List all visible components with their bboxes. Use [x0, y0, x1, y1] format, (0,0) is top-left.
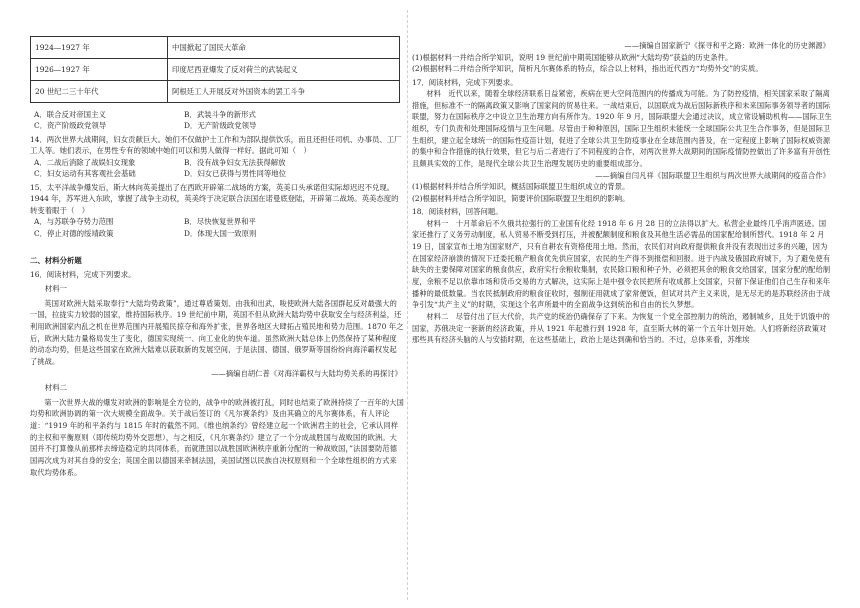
material-label: 材料一: [44, 284, 67, 294]
q17-material-source: ——摘编自闫凡祥《国际联盟卫生组织与两次世界大战期间的疫苗合作》: [595, 170, 830, 180]
material-label: 材料二: [44, 383, 67, 393]
option-b: B．武装斗争的新形式: [184, 110, 256, 119]
q14-stem: 14．两次世界大战期间，妇女贡献巨大。她们不仅做护士工作和为部队提供饮乐，而且还担任司机、办事员、工厂工人等。她们表示，在男性专有的领域中她们可以和男人做得一样好。据此可知（ ）: [30, 134, 402, 156]
option-a: A．与苏联争夺势力范围: [34, 217, 114, 227]
option-a: A．联合反对帝国主义: [34, 110, 106, 119]
column-divider: [407, 10, 408, 600]
q18-material-2: 材料二 尽管付出了巨大代价，共产党的统治仍确保存了下来。为恢复一个党全部控制力的统治，遏制城乡，且处于饥饿中的国家，苏俄决定一套新的经济政策，并从 1921 年起推行到 1928 年，直至斯大林的第一个五年计划开始。人们将新经济政策对那些具有经济头脑的人与安插时期，在这些基础上，政治上是达到确和恰当的。不过，总体来看，苏维埃: [412, 311, 830, 345]
option-d: D．无产阶级政党领导: [184, 121, 257, 131]
q15-stem: 15．太平洋战争爆发后，斯大林向英美提出了在西欧开辟第二战场的方案，英美口头承诺但实际却迟迟不兑现。1944 年，苏军进入东欧，掌握了战争主动权，英美终于决定联合法国在诺曼底登陆，开辟第二战场。英美态度的转变着眼于（ ）: [30, 182, 399, 215]
q15-options: [34, 216, 404, 239]
q13-table: [30, 36, 400, 103]
option-b: B．尽快恢复世界和平: [184, 217, 256, 227]
option-c: C．资产阶级政党领导: [34, 121, 107, 131]
q16-stem: 16．阅读材料，完成下列要求。: [30, 269, 136, 279]
q17-stem: 17．阅读材料，完成下列要求。: [412, 77, 518, 87]
left-column: [30, 0, 404, 477]
table-row: [31, 81, 400, 103]
q16-requirement-1: (1)根据材料一并结合所学知识，说明 19 世纪前中期英国能够从欧洲“大陆均势”获益的历史条件。: [412, 52, 733, 62]
table-cell: 中国掀起了国民大革命: [168, 37, 400, 59]
table-cell: 20 世纪二三十年代: [31, 81, 168, 103]
option-c: C．停止对德的绥靖政策: [34, 228, 114, 238]
table-cell: 1924—1927 年: [31, 37, 168, 59]
q16-material-1: 英国对欧洲大陆采取奉行“大陆均势政策”，通过尊盾策划、由我和出武，唆使欧洲大陆各国群起反对最强大的一国，拉拢实力较弱的国家，维持国际秩序。19 世纪前中期，英国不但从欧洲大陆均势中获取安全与经济利益，还利用欧洲国家内乱之机在世界范围内开展殖民掠夺和海外扩张，世界各地区大肆拓占殖民地和势力范围。1870 年之后，欧洲大陆力量格局发生了变化，德国实现统一、向工业化的快车道。虽然欧洲大陆总体上仍然保持了某种程度的动态均势，但是这些国家在欧洲大陆难以获取新的发展空间，于是法国、德国、俄罗斯等国纷纷向海洋霸权发起了挑战。: [30, 298, 404, 366]
right-column: [412, 40, 832, 346]
table-row: [31, 59, 400, 81]
option-d: D．妇女已获得与男性同等地位: [184, 169, 287, 179]
option-d: D．体现大国一致原则: [184, 228, 257, 238]
q16-material-2: 第一次世界大战的爆发对欧洲的影响是全方位的，战争中的欧洲被打乱，同时也结束了欧洲持续了一百年的大国均势和欧洲协调的第一次大规模全面战争。关于战后签订的《凡尔赛条约》及由其确立的凡尔赛体系，有人评论道：“1919 年的和平条约与 1815 年时的截然不同。《维也纳条约》曾经建立起一个欧洲君主的社会，它承认同样的主权和平衡原则（即传统均势外交思想），与之相反，《凡尔赛条约》建立了一个分成战胜国与战败国的欧洲。大国并不打算像从前那样去缔造稳定的共同体系，而就胜国以战胜国欧洲秩序重新分配的一种战败国，”法国要防范德国再次成为对其自身的安全；英国全面以德国来牵制法国，美国试图以民族自决权原则和一个全球性组织的方式来取代均势体系。: [30, 397, 404, 477]
option-c: C．妇女运动有其客观社会基础: [34, 169, 136, 179]
option-a: A．二战后消除了战娱妇女现象: [34, 157, 136, 167]
option-b: B．没有战争妇女无法获得解放: [184, 157, 286, 167]
table-cell: 印度尼西亚爆发了反对荷兰的武装起义: [168, 59, 400, 81]
q14-options: [34, 157, 404, 180]
q16-material-2-source: ——摘编自国家新宁《探寻和平之路：欧洲一体化的历史渊源》: [624, 41, 830, 50]
table-cell: 1926—1927 年: [31, 59, 168, 81]
q17-requirement-1: (1)根据材料并结合所学知识，概括国际联盟卫生组织成立的背景。: [412, 182, 630, 192]
q17-requirement-2: (2)根据材料并结合所学知识，简要评价国际联盟卫生组织的影响。: [412, 193, 630, 203]
q18-material-1: 材料一 十月革命后不久俄共拉强行的工业国有化经 1918 年 6 月 28 日的立法得以扩大。私营企业最终几乎消声匿迹。国家还推行了义务劳动制度，私人贸易不断受到打压，并被配额制度和粮食及其他生活必需品的国家配给制所替代。1918 年 2 月 19 日，国家宣布土地为国家财产，只有自耕农有资格使用土地。然而，农民们对向政府提供粮食并没有表现出过多的兴趣，因为在国家经济崩溃的情况下迁委托粮产粮食优先供应国家，农民的生产得不到报偿和回报。进于内战及俄国政府城下，为了避免使有缺失的主要保障对国家的粮食供应，政府实行余粮收集制，农民除口粮和种子外，必须把其余的粮食交给国家，国家分配的配给制度，余粮不足以依靠市场和货币交易的方式解决，这实际上是中强令农民把所有收成都上交国家，只留下保证他们自己生存和来年播种的最低数量。当农民抵制政府的粮食征收时，强制征用就成了家常便饭，但试对共产主义来说，是无尽无的是苏联经济由于战争引发“共产主义”的时期，实现这个名声所最中的全面战争这到统治和自由的长久梦想。: [412, 218, 831, 310]
table-row: [31, 37, 400, 59]
table-cell: 阿根廷工人开展反对外国资本的罢工斗争: [168, 81, 400, 103]
q13-options: [34, 109, 404, 132]
q16-material-1-source: ——摘编自胡仁普《对海洋霸权与大陆均势关系的再探讨》: [211, 368, 402, 378]
q18-stem: 18．阅读材料，回答问题。: [412, 207, 503, 217]
q16-requirement-2: (2)根据材料二并结合所学知识，简析凡尔赛体系的特点，综合以上材料，指出近代西方“均势外交”的实质。: [412, 64, 763, 74]
section-title: 二、材料分析题: [30, 256, 82, 266]
q17-material: 材料 近代以来，随着全球经济联系日益紧密，疾病在更大空间范围内的传播成为可能。为了防控疫情，相关国家采取了隔离措施，但标准不一的隔离政策又影响了国家间的贸易往来。一战结束后，以国联成为战后国际新秩序和未来国际事务领导者的国际联盟，努力在国际秩序之中设立卫生治理方向有所作为。1920 年 9 月，国际联盟大会通过决议，成立常设辅助机构——国际卫生组织，专门负责和处理国际疫情与卫生问题。尽管由于种种原因，国际卫生组织未能统一全球国际公共卫生合作事务，但是国际卫生组织，建立起全球统一的国际性疫苗计划，促进了全球公共卫生防疫事业在全球范围内普及，在一定程度上影响了国际权威资源的集中和合作措施的执行效果，但它与后二者进行了不同程度的合作，对两次世界大战期间的国际疫情防控做出了许多富有开创性且颇具实效的工作，是现代全球公共卫生治理发展历史的重要组成部分。: [412, 89, 832, 168]
